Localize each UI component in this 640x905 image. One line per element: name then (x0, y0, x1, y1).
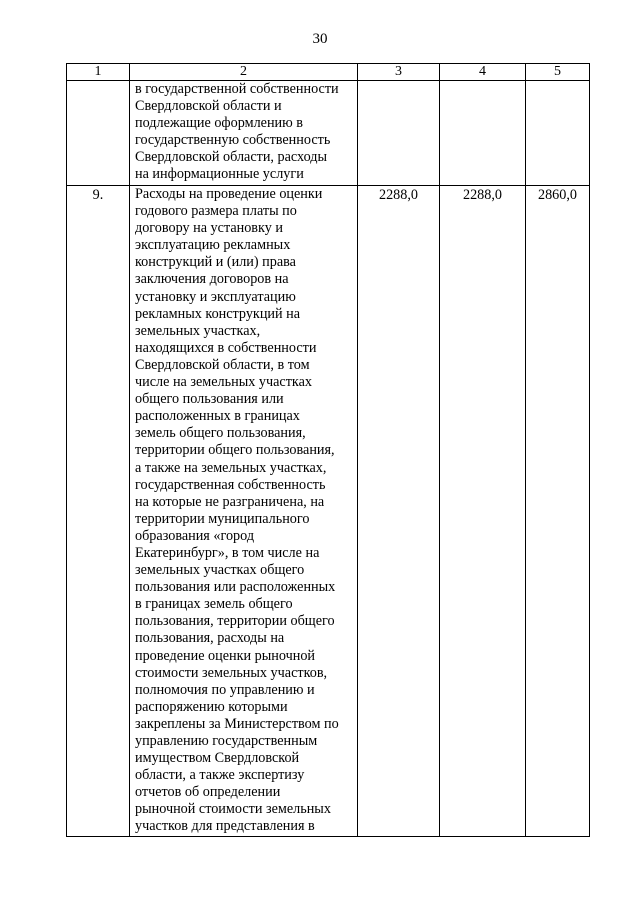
value-col-3 (358, 81, 440, 186)
value-col-5 (526, 81, 590, 186)
text-line: рыночной стоимости земельных (135, 801, 331, 818)
text-line: земель общего пользования, (135, 425, 306, 442)
budget-table (66, 63, 590, 837)
header-col-3: 3 (358, 64, 440, 81)
text-line: Расходы на проведение оценки (135, 186, 323, 202)
text-line: установку и эксплуатацию (135, 288, 296, 305)
text-line: общего пользования или (135, 391, 284, 408)
text-line: закреплены за Министерством по (135, 715, 339, 732)
text-line: образования «город (135, 527, 255, 544)
text-line: проведение оценки рыночной (135, 647, 316, 664)
text-line: годового размера платы по (135, 203, 297, 220)
text-line: распоряжению которыми (135, 698, 288, 715)
text-line: стоимости земельных участков, (135, 664, 328, 681)
table-header-row (67, 64, 590, 81)
text-line: области, а также экспертизу (135, 767, 305, 784)
text-line: на информационные услуги (135, 166, 304, 183)
text-line: земельных участках, (135, 322, 261, 339)
text-line: подлежащие оформлению в (135, 115, 303, 132)
text-line: расположенных в границах (135, 408, 300, 425)
text-line: государственная собственность (135, 476, 326, 493)
text-line: пользования, расходы на (135, 630, 285, 647)
row-number-cell: 9. (67, 186, 130, 837)
text-line: территории муниципального (135, 510, 310, 527)
page-number: 30 (312, 31, 328, 47)
text-line: в государственной собственности (135, 81, 339, 97)
text-line: числе на земельных участках (135, 374, 312, 391)
text-line: находящихся в собственности (135, 339, 317, 356)
value-col-4: 2288,0 (440, 186, 526, 837)
header-col-5: 5 (526, 64, 590, 81)
value-col-4 (440, 81, 526, 186)
text-line: пользования или расположенных (135, 579, 336, 596)
header-col-1: 1 (67, 64, 130, 81)
text-line: конструкций и (или) права (135, 254, 296, 271)
text-line: на которые не разграничена, на (135, 493, 325, 510)
header-col-2: 2 (130, 64, 358, 81)
text-line: Свердловской области и (135, 98, 282, 115)
text-line: в границах земель общего (135, 596, 293, 613)
text-line: а также на земельных участках, (135, 459, 327, 476)
text-line: полномочия по управлению и (135, 681, 315, 698)
value-col-5: 2860,0 (526, 186, 590, 837)
text-line: заключения договоров на (135, 271, 289, 288)
text-line: земельных участках общего (135, 562, 305, 579)
text-line: отчетов об определении (135, 784, 281, 801)
text-line: территории общего пользования, (135, 442, 335, 459)
text-line: государственную собственность (135, 132, 331, 149)
text-line: управлению государственным (135, 733, 318, 749)
text-line: имуществом Свердловской (135, 750, 300, 767)
text-line: договору на установку и (135, 220, 283, 237)
row-description-cell (130, 81, 358, 186)
value-col-3: 2288,0 (358, 186, 440, 837)
text-line: эксплуатацию рекламных (135, 237, 291, 254)
table-row-9 (67, 186, 590, 837)
row-number-cell (67, 81, 130, 186)
text-line: Свердловской области, расходы (135, 149, 328, 166)
table-row-continuation (67, 81, 590, 186)
text-line: участков для представления в (135, 818, 315, 835)
row-description-cell (130, 186, 358, 837)
text-line: Екатеринбург», в том числе на (135, 544, 320, 561)
text-line: рекламных конструкций на (135, 305, 301, 322)
header-col-4: 4 (440, 64, 526, 81)
text-line: Свердловской области, в том (135, 356, 310, 373)
text-line: пользования, территории общего (135, 613, 335, 630)
